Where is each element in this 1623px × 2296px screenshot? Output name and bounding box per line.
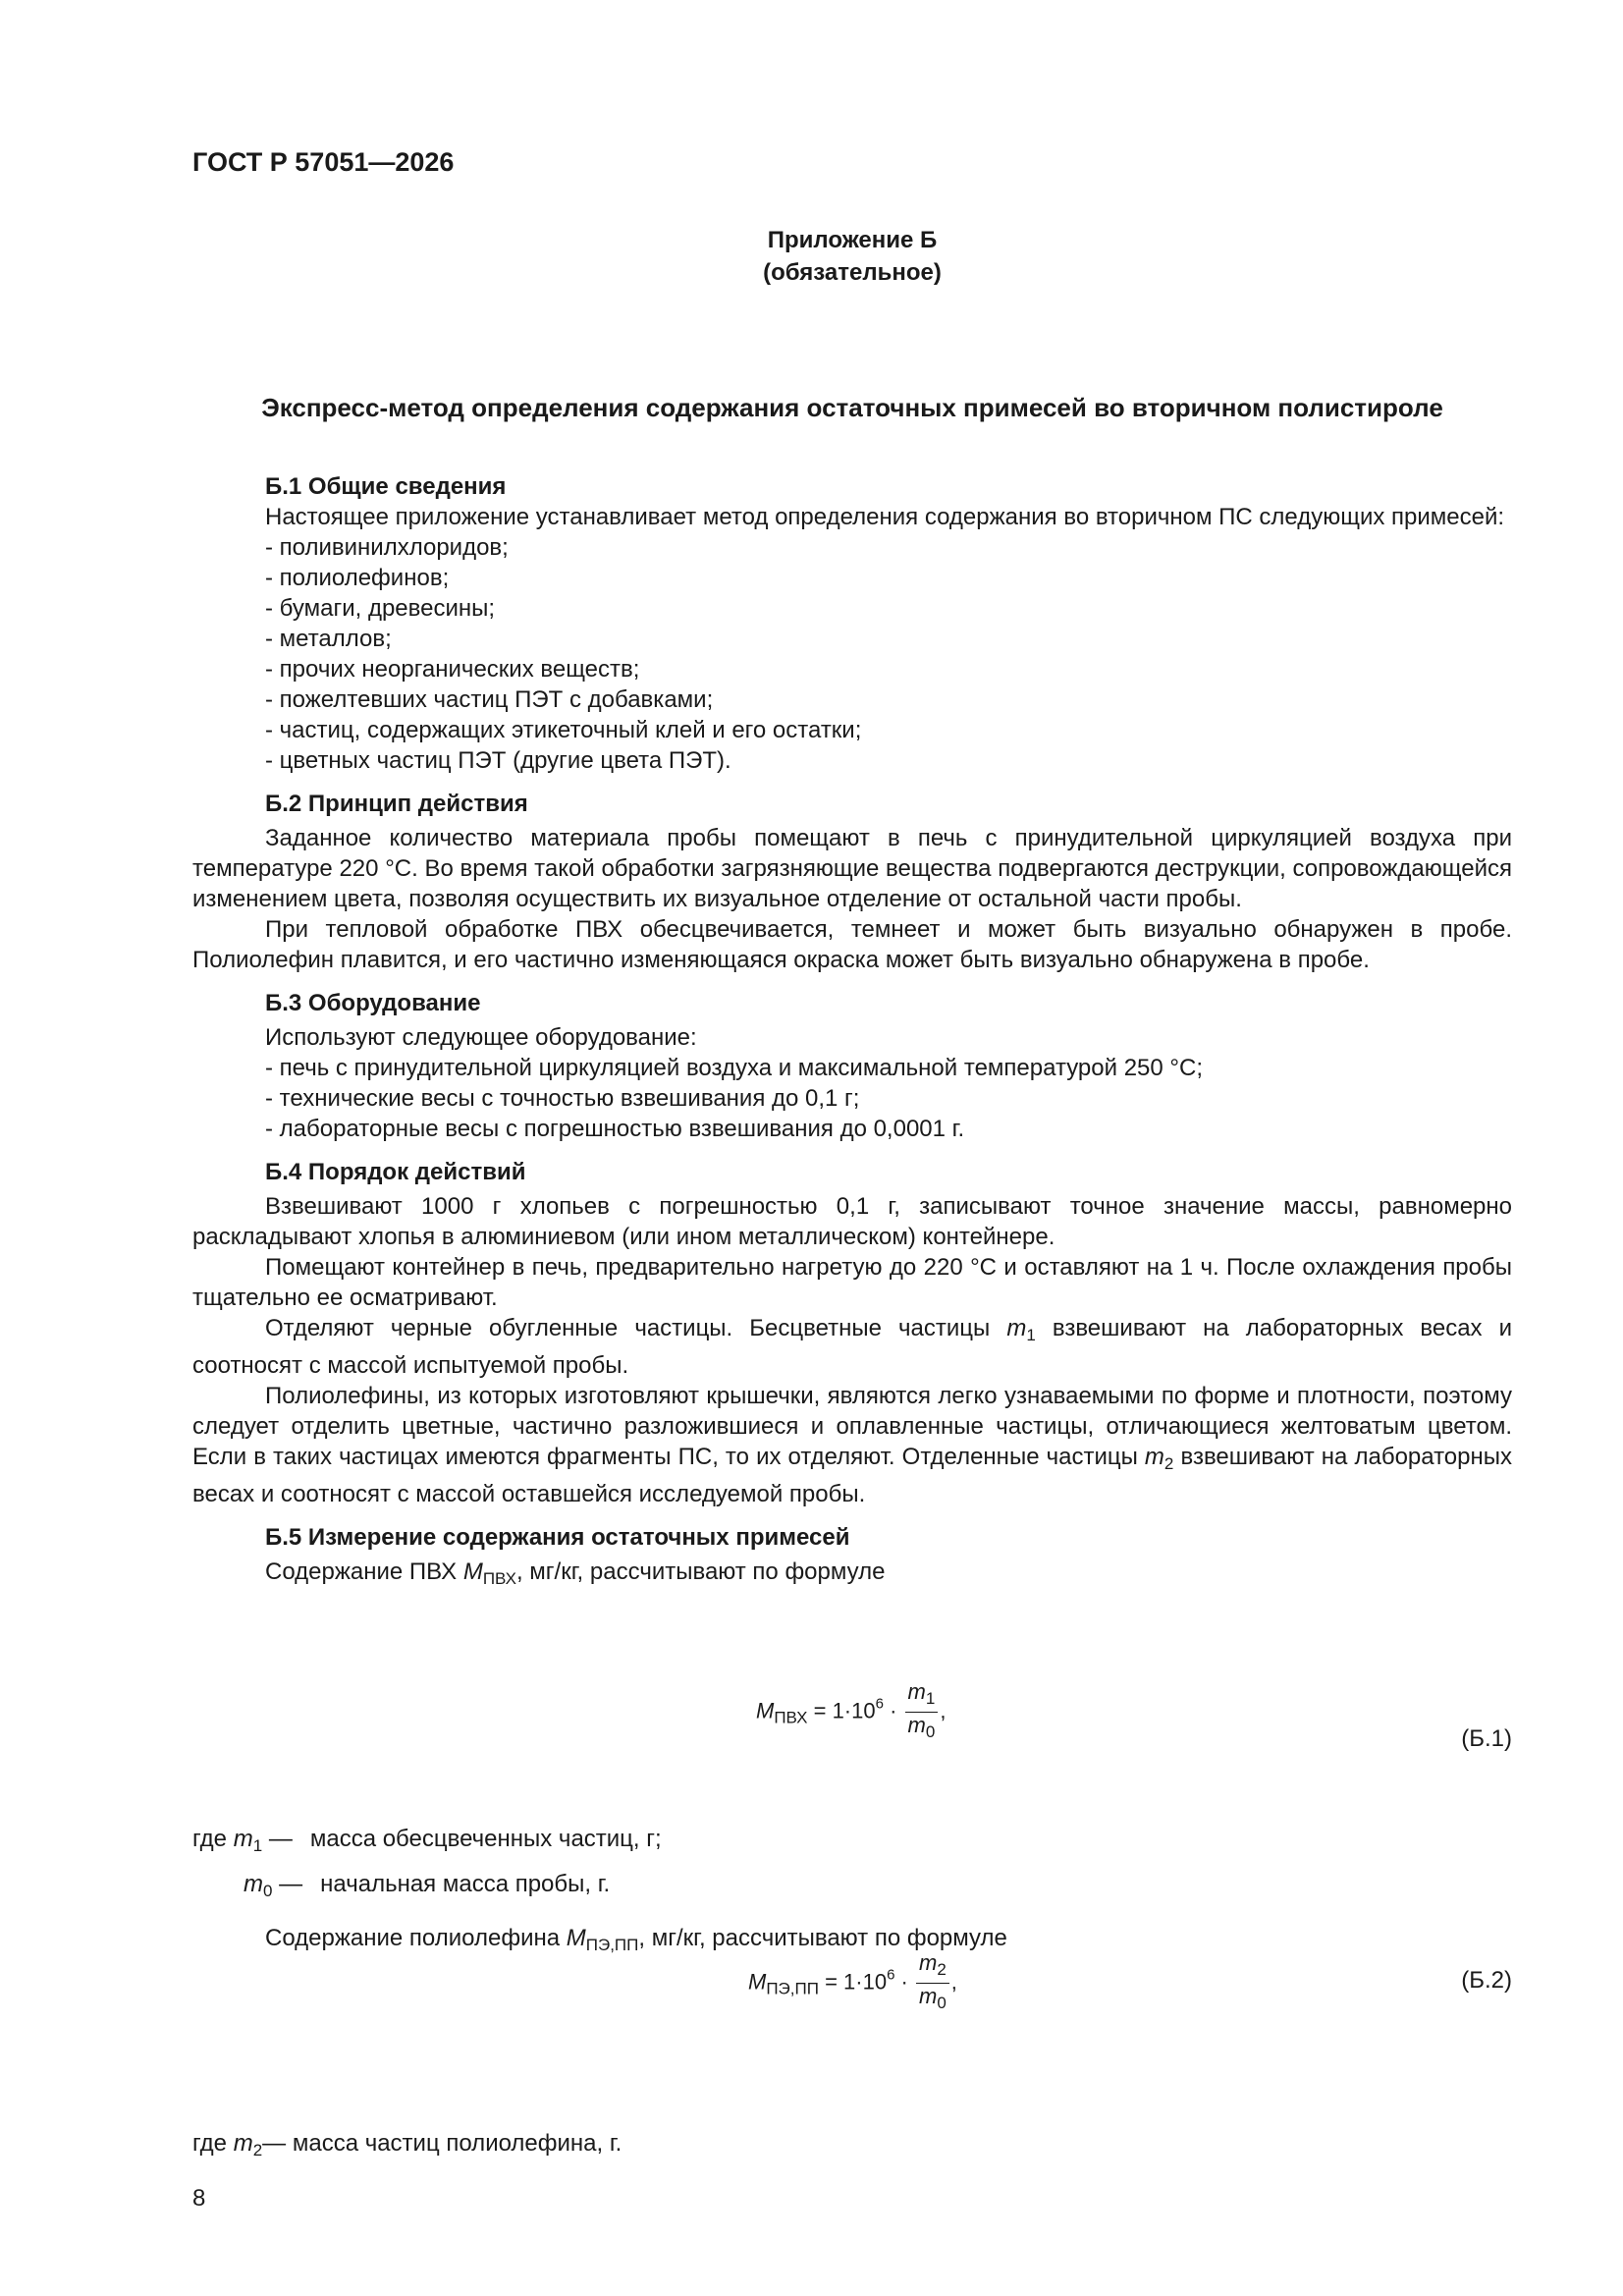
list-item: - печь с принудительной циркуляцией воздуха и максимальной температурой 250 °С; [265,1055,1204,1081]
paragraph: Заданное количество материала пробы помещают в печь с принудительной циркуляцией воздуха при температуре 220 °С. Во время такой обработки загрязняющие вещества подвергаются деструкции, сопровождающейся изменением цвета, позволяя осуществить их визуальное отделение от остальной части пробы. [192,825,1512,912]
fraction: $\frac{m_1}{m_0}$ [905,1679,939,1745]
section-heading-b3: Б.3 Оборудование [265,990,481,1016]
section-heading-b4: Б.4 Порядок действий [265,1159,526,1185]
fraction: $\frac{m_2}{m_0}$ [916,1950,949,2016]
document-id: ГОСТ Р 57051—2026 [192,147,455,177]
paragraph: Используют следующее оборудование: [265,1024,697,1051]
page-number: 8 [192,2185,206,2212]
list-item: - прочих неорганических веществ; [265,656,640,683]
formula-number: (Б.1) [1461,1725,1512,1752]
sections-1-4 [192,471,1512,1594]
formula-number: (Б.2) [1461,1967,1512,1994]
list-item: - технические весы с точностью взвешивания до 0,1 г; [265,1085,860,1112]
paragraph: Помещают контейнер в печь, предварительно нагретую до 220 °С и оставляют на 1 ч. После охлаждения пробы тщательно ее осматривают. [192,1254,1512,1311]
formula-b1: $M_{ПВХ} = 1\cdot 10^6$ · $\frac{m_1}{m_0}$ , [756,1679,946,1745]
section-heading-b1: Б.1 Общие сведения [265,473,507,500]
list-item: - металлов; [265,626,392,652]
paragraph: Взвешивают 1000 г хлопьев с погрешностью 0,1 г, записывают точное значение массы, равномерно раскладывают хлопья в алюминиевом (или ином металлическом) контейнере. [192,1193,1512,1250]
paragraph: Содержание ПВХ $M_{ПВХ}$, мг/кг, рассчитывают по формуле [265,1558,886,1588]
where-clause-2: где $m_2—$ масса частиц полиолефина, г. [192,2130,622,2159]
section-heading-b2: Б.2 Принцип действия [265,791,528,817]
appendix-heading [192,224,1512,289]
main-title: Экспресс-метод определения содержания остаточных примесей во вторичном полистироле [261,393,1443,422]
paragraph: При тепловой обработке ПВХ обесцвечивается, темнеет и может быть визуально обнаружен в пробе. Полиолефин плавится, и его частично изменяющаяся окраска может быть визуально обнаружена в пробе. [192,916,1512,973]
appendix-title: Приложение Б [767,227,938,253]
appendix-status: (обязательное) [763,259,942,286]
section-heading-b5: Б.5 Измерение содержания остаточных примесей [265,1524,850,1551]
paragraph: Полиолефины, из которых изготовляют крышечки, являются легко узнаваемыми по форме и плотности, поэтому следует отделить цветные, частично разложившиеся и оплавленные частицы, отличающиеся желтоватым цветом. Если в таких частицах имеются фрагменты ПС, то их отделяют. Отделенные частицы $m_2$ взвешивают на лабораторных весах и соотносят с массой оставшейся исследуемой пробы. [192,1383,1513,1507]
list-item: - пожелтевших частиц ПЭТ с добавками; [265,686,714,713]
list-item: - полиолефинов; [265,565,450,591]
list-item: - частиц, содержащих этикеточный клей и его остатки; [265,717,862,743]
paragraph: Настоящее приложение устанавливает метод определения содержания во вторичном ПС следующих примесей: [265,504,1505,530]
paragraph: Отделяют черные обугленные частицы. Бесцветные частицы $m_1$ взвешивают на лабораторных весах и соотносят с массой испытуемой пробы. [192,1315,1512,1379]
list-item: - поливинилхлоридов; [265,534,509,561]
where-clause-1: где $m_1$ — масса обесцвеченных частиц, г; $m_0$ — начальная масса пробы, г. Содержание полиолефина $M_{ПЭ,ПП}$, мг/кг, рассчитывают по формуле [192,1826,1007,1954]
formula-b2: $M_{ПЭ,ПП} = 1\cdot 10^6$ · $\frac{m_2}{m_0}$ , [748,1950,957,2016]
list-item: - лабораторные весы с погрешностью взвешивания до 0,0001 г. [265,1116,965,1142]
list-item: - бумаги, древесины; [265,595,496,622]
list-item: - цветных частиц ПЭТ (другие цвета ПЭТ). [265,747,731,774]
